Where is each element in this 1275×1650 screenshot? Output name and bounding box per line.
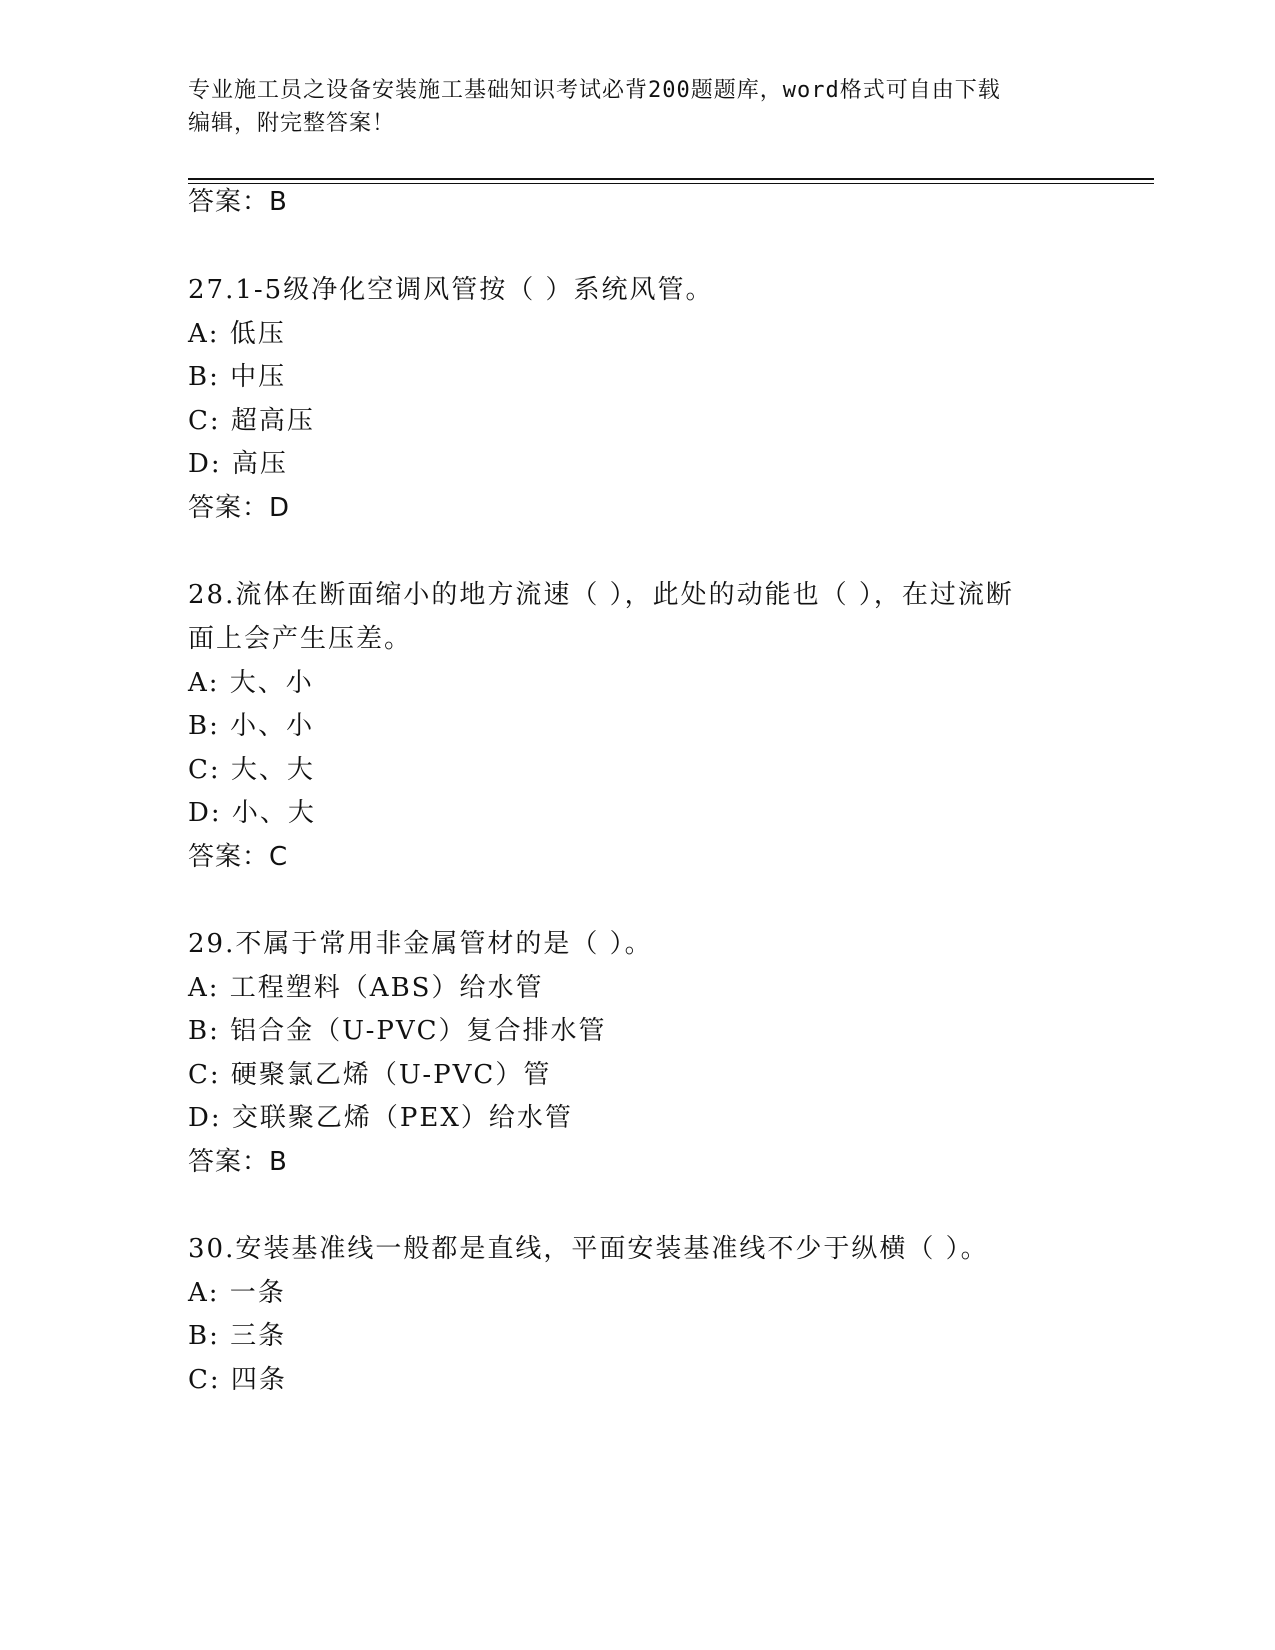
- q29-option-b: B: 铝合金（U-PVC）复合排水管: [188, 1016, 607, 1046]
- question-29: 29.不属于常用非金属管材的是（ ）。: [188, 929, 653, 959]
- header-divider-thick: [188, 178, 1154, 180]
- previous-answer: 答案：B: [188, 187, 288, 217]
- header-line-1: 专业施工员之设备安装施工基础知识考试必背200题题库，word格式可自由下载: [188, 78, 1001, 103]
- question-28-line-2: 面上会产生压差。: [188, 624, 413, 654]
- q30-option-c: C: 四条: [188, 1365, 287, 1395]
- q28-option-c: C: 大、大: [188, 755, 315, 785]
- q29-option-a: A: 工程塑料（ABS）给水管: [188, 973, 544, 1003]
- header-line-2: 编辑，附完整答案！: [188, 111, 396, 136]
- q28-option-a: A: 大、小: [188, 668, 314, 698]
- q29-answer: 答案：B: [188, 1147, 288, 1177]
- q27-answer: 答案：D: [188, 493, 291, 523]
- question-30: 30.安装基准线一般都是直线，平面安装基准线不少于纵横（ ）。: [188, 1234, 989, 1264]
- q27-option-d: D: 高压: [188, 449, 288, 479]
- q27-option-c: C: 超高压: [188, 406, 315, 436]
- question-28-line-1: 28.流体在断面缩小的地方流速（ ），此处的动能也（ ），在过流断: [188, 580, 1014, 610]
- q27-option-a: A: 低压: [188, 319, 286, 349]
- question-27: 27.1-5级净化空调风管按（ ）系统风管。: [188, 275, 714, 305]
- document-header: [188, 74, 1088, 140]
- q28-option-d: D: 小、大: [188, 798, 316, 828]
- q27-option-b: B: 中压: [188, 362, 287, 392]
- q30-option-a: A: 一条: [188, 1278, 286, 1308]
- q30-option-b: B: 三条: [188, 1321, 287, 1351]
- q29-option-c: C: 硬聚氯乙烯（U-PVC）管: [188, 1060, 552, 1090]
- q28-answer: 答案：C: [188, 842, 289, 872]
- header-divider-thin: [188, 183, 1154, 184]
- q28-option-b: B: 小、小: [188, 711, 315, 741]
- q29-option-d: D: 交联聚乙烯（PEX）给水管: [188, 1103, 573, 1133]
